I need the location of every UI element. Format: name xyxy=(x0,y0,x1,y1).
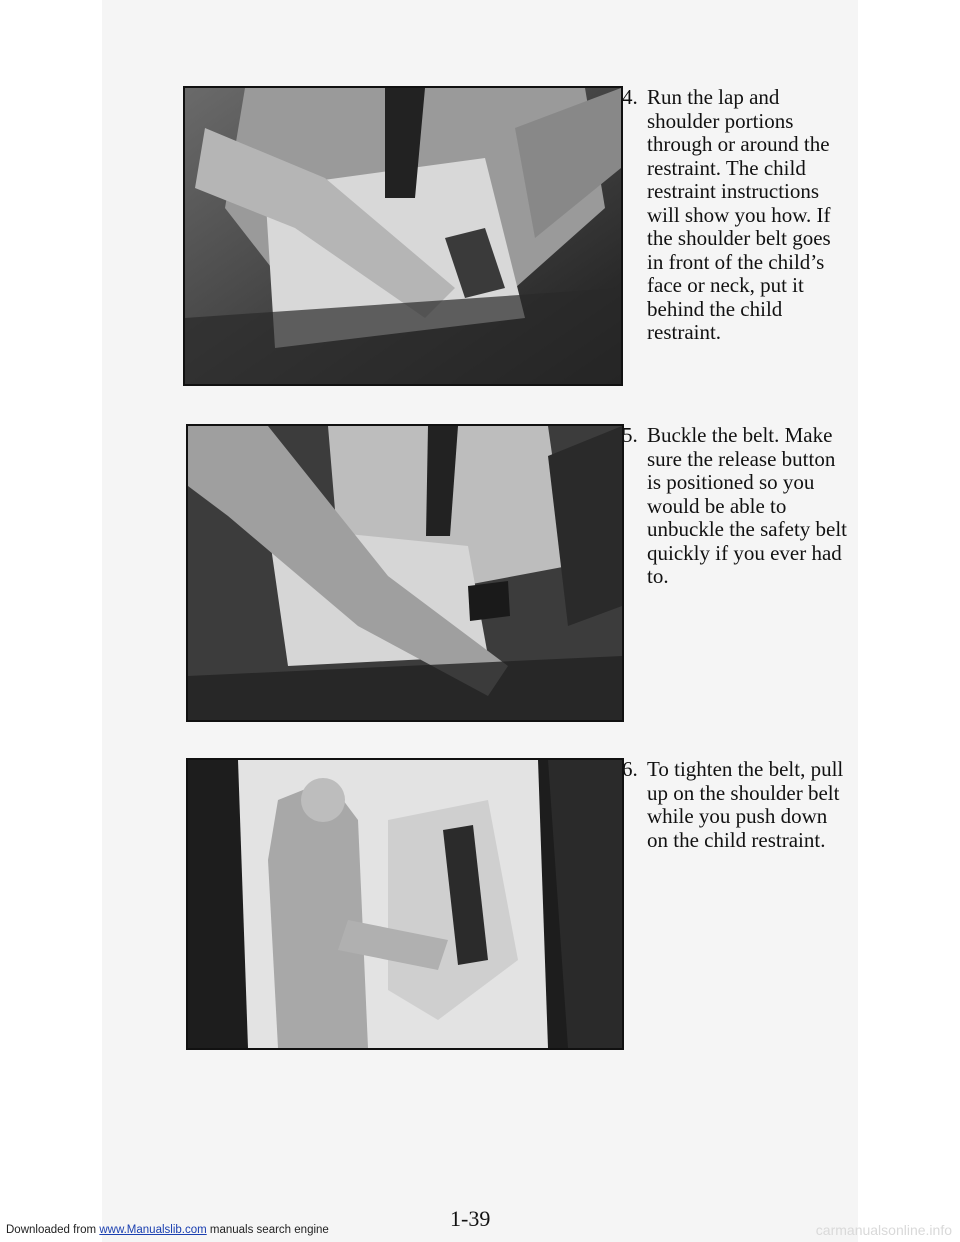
illustration-tightening-belt xyxy=(186,758,624,1050)
step-number: 4. xyxy=(622,85,638,109)
download-footer xyxy=(6,1224,329,1236)
step-text: Run the lap and shoulder portions through or around the restraint. The child restraint instructions will show you how. If the shoulder belt goes in front of the child’s face or neck, put it behind the child restraint. xyxy=(647,85,831,344)
instruction-step-4 xyxy=(622,86,852,345)
illustration-buckling-belt xyxy=(186,424,624,722)
footer-prefix: Downloaded from xyxy=(6,1224,100,1236)
step-text: Buckle the belt. Make sure the release button is positioned so you would be able to unbuckle the safety belt quickly if you ever had to. xyxy=(647,423,848,588)
step-number: 6. xyxy=(622,757,638,781)
instruction-step-6 xyxy=(622,758,852,852)
page-number: 1-39 xyxy=(450,1206,491,1231)
watermark: carmanualsonline.info xyxy=(815,1222,952,1238)
step-text: To tighten the belt, pull up on the shoulder belt while you push down on the child restraint. xyxy=(647,757,844,852)
step-number: 5. xyxy=(622,423,638,447)
footer-suffix: manuals search engine xyxy=(206,1224,329,1236)
manualslib-link[interactable]: www.Manualslib.com xyxy=(99,1224,207,1236)
instruction-step-5 xyxy=(622,424,852,589)
illustration-routing-belt xyxy=(183,86,623,386)
